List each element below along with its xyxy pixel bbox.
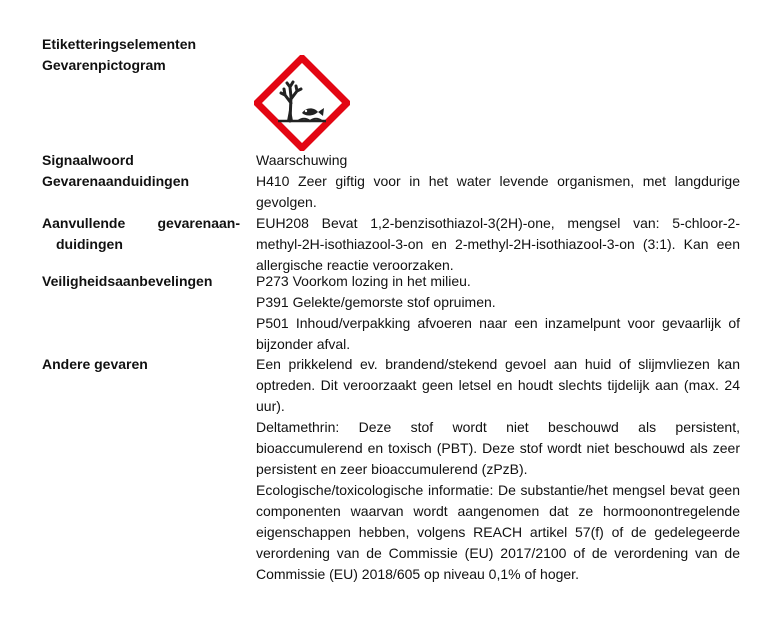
- signal-word-label: Signaalwoord: [42, 152, 134, 168]
- precautionary-list: [256, 271, 740, 355]
- hazard-statements-value: H410 Zeer giftig voor in het water levende organismen, met langdurige gevolgen.: [256, 173, 740, 210]
- other-hazards-list: [256, 354, 740, 585]
- precautionary-item: P273 Voorkom lozing in het milieu.: [256, 273, 471, 289]
- other-hazards-paragraph: Deltamethrin: Deze stof wordt niet beschouwd als persistent, bioaccumulerend en toxisch (PBT). Deze stof wordt niet beschouwd als zeer persistent en zeer bioaccumulerend (zPzB).: [256, 419, 740, 477]
- supplementary-statements-row: [42, 213, 742, 276]
- environment-hazard-pictogram: [254, 55, 350, 151]
- supplementary-label-line1: Aanvullende gevarenaan-: [42, 215, 240, 231]
- precautionary-statements-row: [42, 271, 742, 355]
- supplementary-value: EUH208 Bevat 1,2-benzisothiazol-3(2H)-one, mengsel van: 5-chloor-2-methyl-2H-isothiazool-3-on en 2-methyl-2H-isothiazool-3-on (3:1). Kan een allergische reactie veroorzaken.: [256, 215, 740, 273]
- precautionary-label: Veiligheidsaanbevelingen: [42, 273, 213, 289]
- precautionary-item: P391 Gelekte/gemorste stof opruimen.: [256, 294, 496, 310]
- pictogram-title: Gevarenpictogram: [42, 57, 166, 73]
- precautionary-item: P501 Inhoud/verpakking afvoeren naar een inzamelpunt voor gevaarlijk of bijzonder afval.: [256, 315, 740, 352]
- signal-word-row: [42, 150, 742, 171]
- other-hazards-paragraph: Ecologische/toxicologische informatie: De substantie/het mengsel bevat geen componenten waarvan wordt aangenomen dat ze hormoonontregelende eigenschappen hebben, volgens REACH artikel 57(f) of de gedelegeerde verordening van de Commissie (EU) 2017/2100 of de verordening van de Commissie (EU) 2018/605 op niveau 0,1% of hoger.: [256, 482, 740, 582]
- other-hazards-label: Andere gevaren: [42, 356, 148, 372]
- section-title: Etiketteringselementen: [42, 36, 197, 52]
- hazard-statements-row: [42, 171, 742, 213]
- other-hazards-row: [42, 354, 742, 604]
- supplementary-label-line2: duidingen: [56, 236, 123, 252]
- signal-word-value: Waarschuwing: [256, 152, 348, 168]
- hazard-statements-label: Gevarenaanduidingen: [42, 173, 190, 189]
- other-hazards-paragraph: Een prikkelend ev. brandend/stekend gevoel aan huid of slijmvliezen kan optreden. Dit veroorzaakt geen letsel en houdt slechts tijdelijk aan (max. 24 uur).: [256, 356, 740, 414]
- environment-hazard-icon: [254, 55, 350, 151]
